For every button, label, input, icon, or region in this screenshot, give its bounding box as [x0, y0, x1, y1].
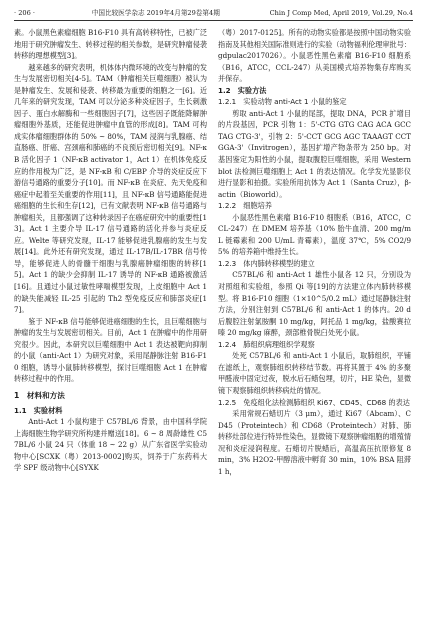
running-header [14, 7, 413, 21]
right-paragraph: 小鼠恶性黑色素瘤 B16-F10 细胞系（B16，ATCC，CCL-247）在 DMEM 培养基（10% 胎牛血清、200 mg/mL 链霉素和 200 U/mL 青霉素），温度 37℃，5% CO2/95% 的培养箱中维持生长。 [218, 212, 411, 257]
subsubsection-heading: 1.2.2 细胞培养 [218, 201, 272, 211]
subsection-heading: 1.1 实验材料 [14, 405, 63, 415]
right-paragraph: 处死 C57BL/6 和 anti-Act 1 小鼠后，取肺组织，平铺在滤纸上，观察肺组织转移结节数。再将其置于 4% 的多聚甲醛液中固定过夜，脱水后石蜡包埋，切片，HE 染色，显微镜下观察肺组织转移病灶的情况。 [218, 351, 411, 395]
right-paragraph: 采用常规石蜡切片（3 μm），通过 Ki67（Abcam）、CD45（Proteintech）和 CD68（Proteintech）对肺、肺转移灶部位进行特异性染色，显微镜下观察肿瘤细胞的增殖情况和炎症浸润程度。石蜡切片脱蜡后，高温高压抗原修复 8 min，3% H2O2-甲醇溶液中孵育 30 min，10% BSA 阻滞 1 h， [218, 409, 411, 476]
subsubsection-heading: 1.2.4 肺组织病理组织学观察 [218, 339, 315, 349]
subsection-heading: 1.2 实验方法 [218, 85, 267, 95]
left-paragraph: 鉴于 NF-κB 信号能够促进癌细胞的生长，且巨噬细胞与肿瘤的发生与发展密切相关。目前，Act 1 在肿瘤中的作用研究很少。因此，本研究以巨噬细胞中 Act 1 表达被靶向抑制的小鼠（anti-Act 1）为研究对象，采用尾静脉注射 B16-F10 细胞，诱导小鼠肺转移模型，探讨巨噬细胞 Act 1 在肿瘤转移过程中的作用。 [14, 316, 207, 384]
right-paragraph: （粤）2017-0125]。所有的动物实验都是按照中国动物实验指南及其他相关国际准则进行的实验（动物福利伦理审批号：gdpulac2017026）。小鼠恶性黑色素瘤 B16-F10 细胞系（B16，ATCC，CCL-247）从美国模式培养物集存库购买并保存。 [218, 28, 411, 84]
subsubsection-heading: 1.2.3 体内肺转移模型的建立 [218, 258, 315, 268]
right-column [218, 27, 411, 477]
journal-name-cn: 中国比较医学杂志 2019年4月第29卷第4期 [91, 9, 220, 17]
left-paragraph: Anti-Act 1 小鼠构建于 C57BL/6 背景，由中国科学院上海细胞生物学研究所构建并赠送[18]。6 ~ 8 周龄雄性 C57BL/6 小鼠 24 只（体重 18 ~ 22 g）从广东省医学实验动物中心[SCXK（粤）2013-0002]购买，饲养于广东药科大学 SPF 级动物中心[SYXK [14, 417, 207, 473]
section-heading: 1 材料和方法 [14, 390, 65, 400]
left-column [14, 27, 207, 474]
page-number: · 206 · [14, 9, 35, 17]
journal-name-en: Chin J Comp Med, April 2019, Vol.29, No.4 [269, 9, 413, 17]
right-paragraph: C57BL/6 和 anti-Act 1 雄性小鼠各 12 只，分别设为对照组和实验组，参照 Qi 等[19]的方法建立体内肺转移模型。将 B16-F10 细胞（1×10^5/0.2 mL）通过尾静脉注射方法，分别注射到 C57BL/6 和 anti-Act 1 的体内。20 d 后腹腔注射氯胺酮 10 mg/kg，阿托品 1 mg/kg，盐酸赛拉嗪 20 mg/kg 麻醉，颈部椎骨脱臼处死小鼠。 [218, 270, 411, 338]
left-paragraph: 素。小鼠黑色素瘤细胞 B16-F10 具有高转移特性，已被广泛地用于研究肿瘤发生、转移过程的相关参数，是研究肿瘤侵袭转移的理想模型[3]。 [14, 28, 207, 61]
left-paragraph: 越来越多的研究表明，机体体内微环境的改变与肿瘤的发生与发展密切相关[4-5]。TAM（肿瘤相关巨噬细胞）被认为是肿瘤发生、发展和侵袭、转移最为重要的细胞之一[6]。近几年来的研究发现，TAM 可以分泌多种炎症因子，生长刺激因子、蛋白水解酶和一些细胞因子[7]，这些因子既能降解肿瘤细胞外基质，还能促进肿瘤中血管的形成[8]。TAM 可构成实体瘤细胞群体的 50% ~ 80%，TAM 浸润与乳腺癌、结直肠癌、肝癌、宫颈癌和肺癌的不良预后密切相关[9]。NF-κB 活化因子 1（NF-κB activator 1，Act 1）在机体免疫反应的作用极为广泛，是 NF-κB 和 C/EBP 介导的炎症反应下游信号通路的重要分子[10]。而 NF-κB 在炎症、先天免疫和癌症中起着至关重要的作用[11]，且 NF-κB 信号通路能促进癌细胞的生长和生存[12]，已有文献表明 NF-κB 信号通路与肿瘤相关，且都强调了这种转录因子在癌症研究中的重要性[13]。Act 1 主要介导 IL-17 信号通路的活化并参与炎症反应。Welte 等研究发现，IL-17 能够促进乳腺癌的发生与发展[14]。此外还有研究发现，通过 IL-17B/IL-17BR 信号传导，能够促进人的骨髓干细胞与乳腺癌肿瘤细胞的转移[15]。Act 1 的缺少会抑制 IL-17 诱导的 NF-κB 通路被激活[16]。且通过小鼠过敏性哮喘模型发现，上皮细胞中 Act 1 的缺失能减轻 IL-25 引起的 Th2 型免疫反应和肺部炎症[17]。 [14, 62, 207, 315]
subsubsection-heading: 1.2.5 免疫组化法检测肺组织 Ki67、CD45、CD68 的表达 [218, 397, 410, 407]
right-paragraph: 剪取 anti-Act 1 小鼠的尾部，提取 DNA，PCR 扩增目的片段基因，PCR 引物 1：5'-CTG GTG CAG ACA GCC TAG CTG-3'，引物 2：5'-CCT GCG AGC TAAAGT CCT GGA-3'（Invitrogen），基因扩增产物条带为 250 bp。对基因鉴定为阳性的小鼠，提取腹腔巨噬细胞，采用 Western blot 法检测巨噬细胞上 Act 1 的表达情况。化学发光显影仪进行显影和拍摄。实验所用抗体为 Act 1（Santa Cruz），β-actin（Bioworld）。 [218, 108, 411, 199]
subsubsection-heading: 1.2.1 实验动物 anti-Act 1 小鼠的鉴定 [218, 97, 347, 107]
